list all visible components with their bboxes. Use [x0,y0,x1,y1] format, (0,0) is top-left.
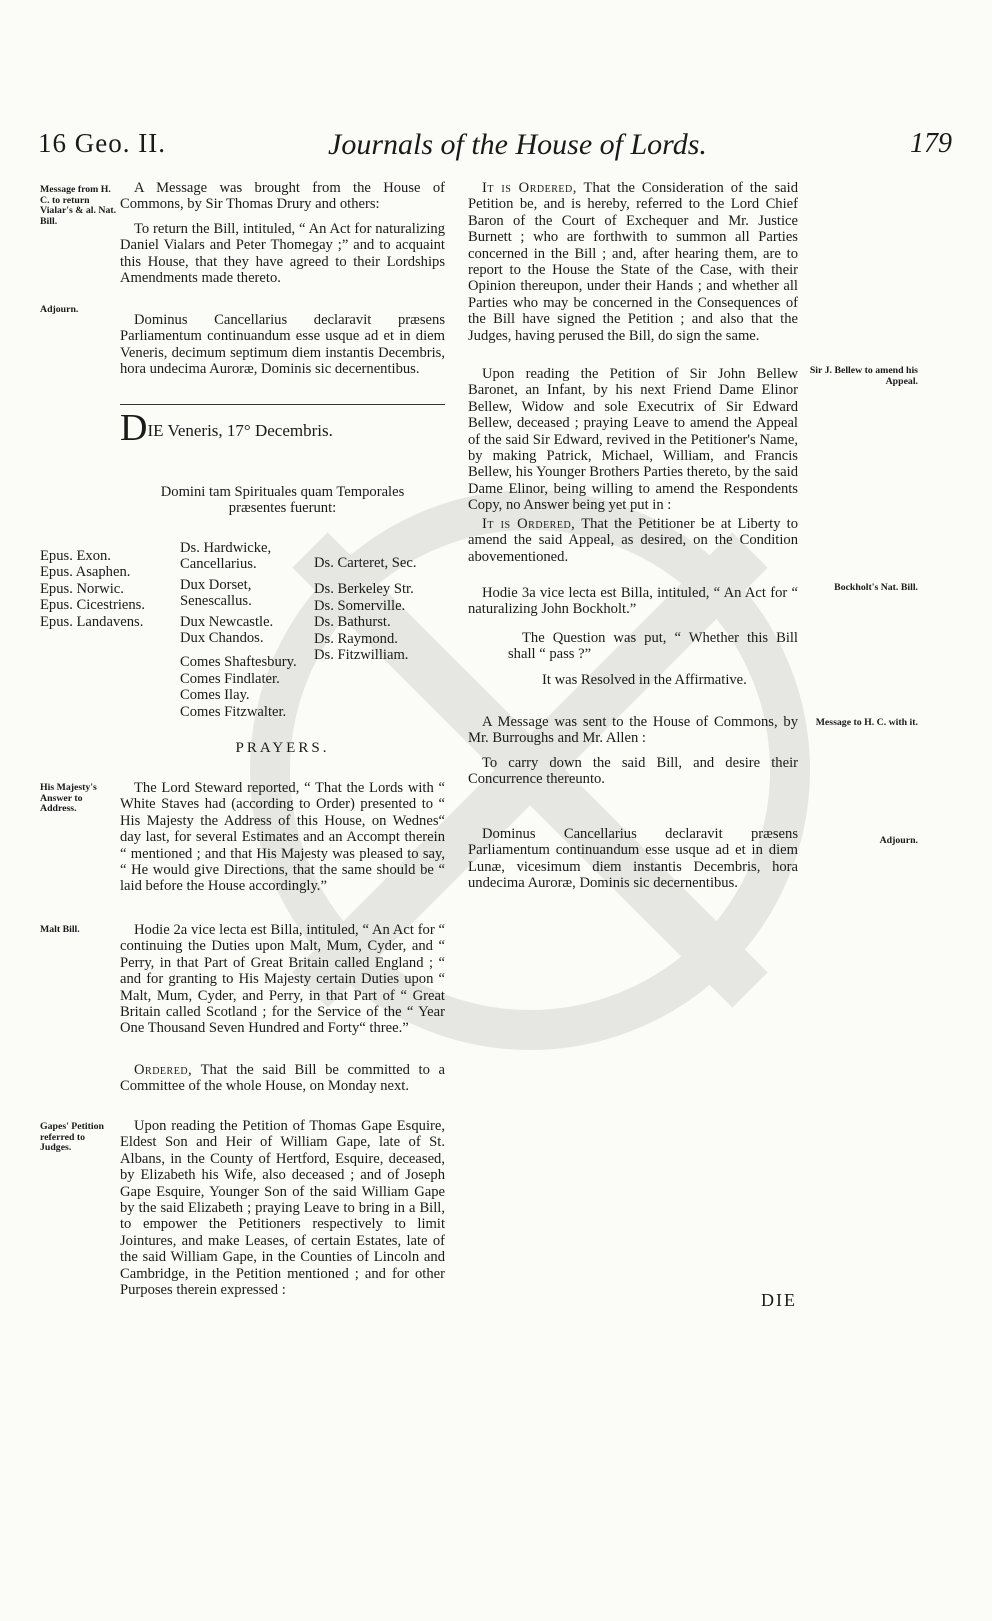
gapes-ordered-block [468,180,798,344]
adjourn-left-block [120,312,445,378]
running-header [38,128,952,168]
bellew-ordered-block [468,516,798,565]
gapes-paragraph: Upon reading the Petition of Thomas Gape Esquire, Eldest Son and Heir of William Gape, late of St. Albans, in the County of Hertford, Esquire, deceased, by Elizabeth his Wife, also deceased ; and of Joseph Gape Esquire, Younger Son of the said William Gape by the said Elizabeth ; praying Leave to bring in a Bill, to empower the Petitioners respectively to limit Jointures, and make Leases, of certain Estates, late of the said William Gape, in the Counties of Lincoln and Cambridge, in the Petition mentioned ; and for other Purposes therein expressed : [120,1118,445,1299]
margin-note-gapes: Gapes' Petition referred to Judges. [40,1121,104,1154]
comes-entry: Comes Fitzwalter. [180,703,287,720]
message-paragraph: A Message was brought from the House of Commons, by Sir Thomas Drury and others: [120,180,445,213]
margin-note-malt: Malt Bill. [40,924,80,935]
die-date: IE Veneris, 17° Decembris. [147,421,333,440]
lord-entry: Ds. Berkeley Str. [314,581,414,598]
ordered-text: That the Petitioner be at Liberty to amend the said Appeal, as desired, on the Condition abovementioned. [468,516,798,565]
ordered-word: It is Ordered, [482,180,577,196]
bishops-list [40,548,145,630]
lord-entry: Dux Newcastle. [180,613,274,630]
adjourn-paragraph-left: Dominus Cancellarius declaravit præsens Parliamentum continuandum esse usque ad et in diem Veneris, decimum septimum diem instantis Decembris, hora undecima Auroræ, Dominis sic decernentibus. [120,312,445,378]
gapes-block [120,1118,445,1298]
bellew-paragraph: Upon reading the Petition of Sir John Bellew Baronet, an Infant, by his next Friend Dame Elinor Bellew, Widow and sole Executrix of Sir Edward Bellew, deceased ; praying Leave to amend the Appeal of the said Sir Edward, revived in the Petitioner's Name, by making Patrick, Michael, William, and Francis Bellew, his Younger Brothers Parties thereto, by the said Dame Elinor, being willing to amend the Respondents Copy, no Answer being yet put in : [468,366,798,514]
bellew-block [468,366,798,514]
section-divider [120,404,445,405]
ordered-word: Ordered, [134,1062,193,1078]
barons-list [314,555,454,663]
message-hc-paragraph: A Message was sent to the House of Commons, by Mr. Burroughs and Mr. Allen : [468,714,798,747]
lord-entry: Ds. Carteret, Sec. [314,555,417,571]
comes-entry: Comes Findlater. [180,670,280,687]
die-heading [120,407,445,449]
lord-entry: Ds. Raymond. [314,630,398,647]
ordered-text: That the said Bill be committed to a Committee of the whole House, on Monday next. [120,1062,445,1095]
margin-note-adjourn-left: Adjourn. [40,304,79,315]
bishop-entry: Epus. Norwic. [40,580,124,597]
margin-note-vialars: Message from H. C. to return Vialar's & al. Nat. Bill. [40,184,117,227]
malt-ordered-block [120,1062,445,1095]
lord-entry: Ds. Somerville. [314,597,406,614]
bockholt-paragraph: Hodie 3a vice lecta est Billa, intituled, “ An Act for “ naturalizing John Bockholt.” [468,585,798,618]
message-hc-block [468,714,798,788]
margin-note-message-hc: Message to H. C. with it. [815,717,918,728]
comes-entry: Comes Shaftesbury. [180,654,297,671]
comes-entry: Comes Ilay. [180,687,250,704]
lord-entry: Dux Chandos. [180,630,264,647]
margin-note-adjourn-right: Adjourn. [879,835,918,846]
message-vialars-block [120,180,445,286]
answer-paragraph: The Lord Steward reported, “ That the Lords with “ White Staves had (according to Order) presented to “ His Majesty the Address of this House, on Wednes“ day last, for several Estimates and an Accompt therein “ mentioned ; and that His Majesty was pleased to say, “ He would give Directions, that the same should be “ laid before the House accordingly.” [120,780,445,895]
adjourn-right-block [468,826,798,892]
bellew-ordered-paragraph [468,516,798,565]
answer-block [120,780,445,895]
margin-note-answer: His Majesty's Answer to Address. [40,782,97,815]
prayers-heading: PRAYERS. [235,740,330,756]
catchword: DIE [761,1290,797,1310]
margin-note-bockholt: Bockholt's Nat. Bill. [834,582,918,593]
ordered-text: That the Consideration of the said Petition be, and is hereby, referred to the Lord Chief Baron of the Court of Exchequer and Mr. Justice Burnett ; who are forthwith to summon all Parties concerned in the Bill ; and, after hearing them, are to report to the House the State of the Case, with their Opinion thereupon, under their Hands ; and whether all Parties who may be concerned in the Consequences of the Bill have signed the Petition ; and also that the Judges, having perused the Bill, do sign the same. [468,180,799,344]
page-number: 179 [910,128,952,159]
regnal-year: 16 Geo. II. [38,128,166,158]
margin-note-bellew: Sir J. Bellew to amend his Appeal. [809,365,918,387]
dukes-list [180,540,310,720]
malt-ordered-paragraph [120,1062,445,1095]
lord-entry: Ds. Bathurst. [314,614,391,631]
gapes-ordered-paragraph [468,180,798,344]
message-hc-carry-paragraph: To carry down the said Bill, and desire their Concurrence thereunto. [468,754,798,788]
lord-entry: Dux Dorset, Senescallus. [180,576,252,610]
question-block [468,630,798,663]
journal-title: Journals of the House of Lords. [328,128,707,161]
bishop-entry: Epus. Asaphen. [40,564,131,581]
bishop-entry: Epus. Exon. [40,548,111,564]
resolved-paragraph: It was Resolved in the Affirmative. [542,672,747,688]
lord-entry: Ds. Hardwicke, Cancellarius. [180,540,272,573]
resolved-block [468,672,798,688]
lord-entry: Ds. Fitzwilliam. [314,647,409,664]
bishop-entry: Epus. Cicestriens. [40,597,145,614]
bockholt-block [468,585,798,618]
malt-paragraph: Hodie 2a vice lecta est Billa, intituled, “ An Act for “ continuing the Duties upon Malt, Mum, Cyder, and “ Perry, in that Part of Great Britain called England ; “ and for granting to His Majesty certain Duties upon “ Malt, Mum, Cyder, and Perry, in that Part of “ Great Britain called Scotland ; for the Service of the “ Year One Thousand Seven Hundred and Forty“ three.” [120,922,445,1037]
ordered-word: It is Ordered, [482,516,576,532]
bishop-entry: Epus. Landavens. [40,613,144,630]
die-drop-cap: D [120,407,148,449]
message-return-paragraph: To return the Bill, intituled, “ An Act for naturalizing Daniel Vialars and Peter Thomegay ;” and to acquaint this House, that they have agreed to their Lordships Amendments made thereto. [120,220,445,287]
malt-block [120,922,445,1037]
question-paragraph: The Question was put, “ Whether this Bill shall “ pass ?” [508,630,798,663]
attendance-heading: Domini tam Spirituales quam Temporales præsentes fuerunt: [160,484,405,517]
adjourn-paragraph-right: Dominus Cancellarius declaravit præsens Parliamentum continuandum esse usque ad et in diem Lunæ, vicesimum diem instantis Decembris, hora undecima Auroræ, Dominis sic decernentibus. [468,826,798,892]
